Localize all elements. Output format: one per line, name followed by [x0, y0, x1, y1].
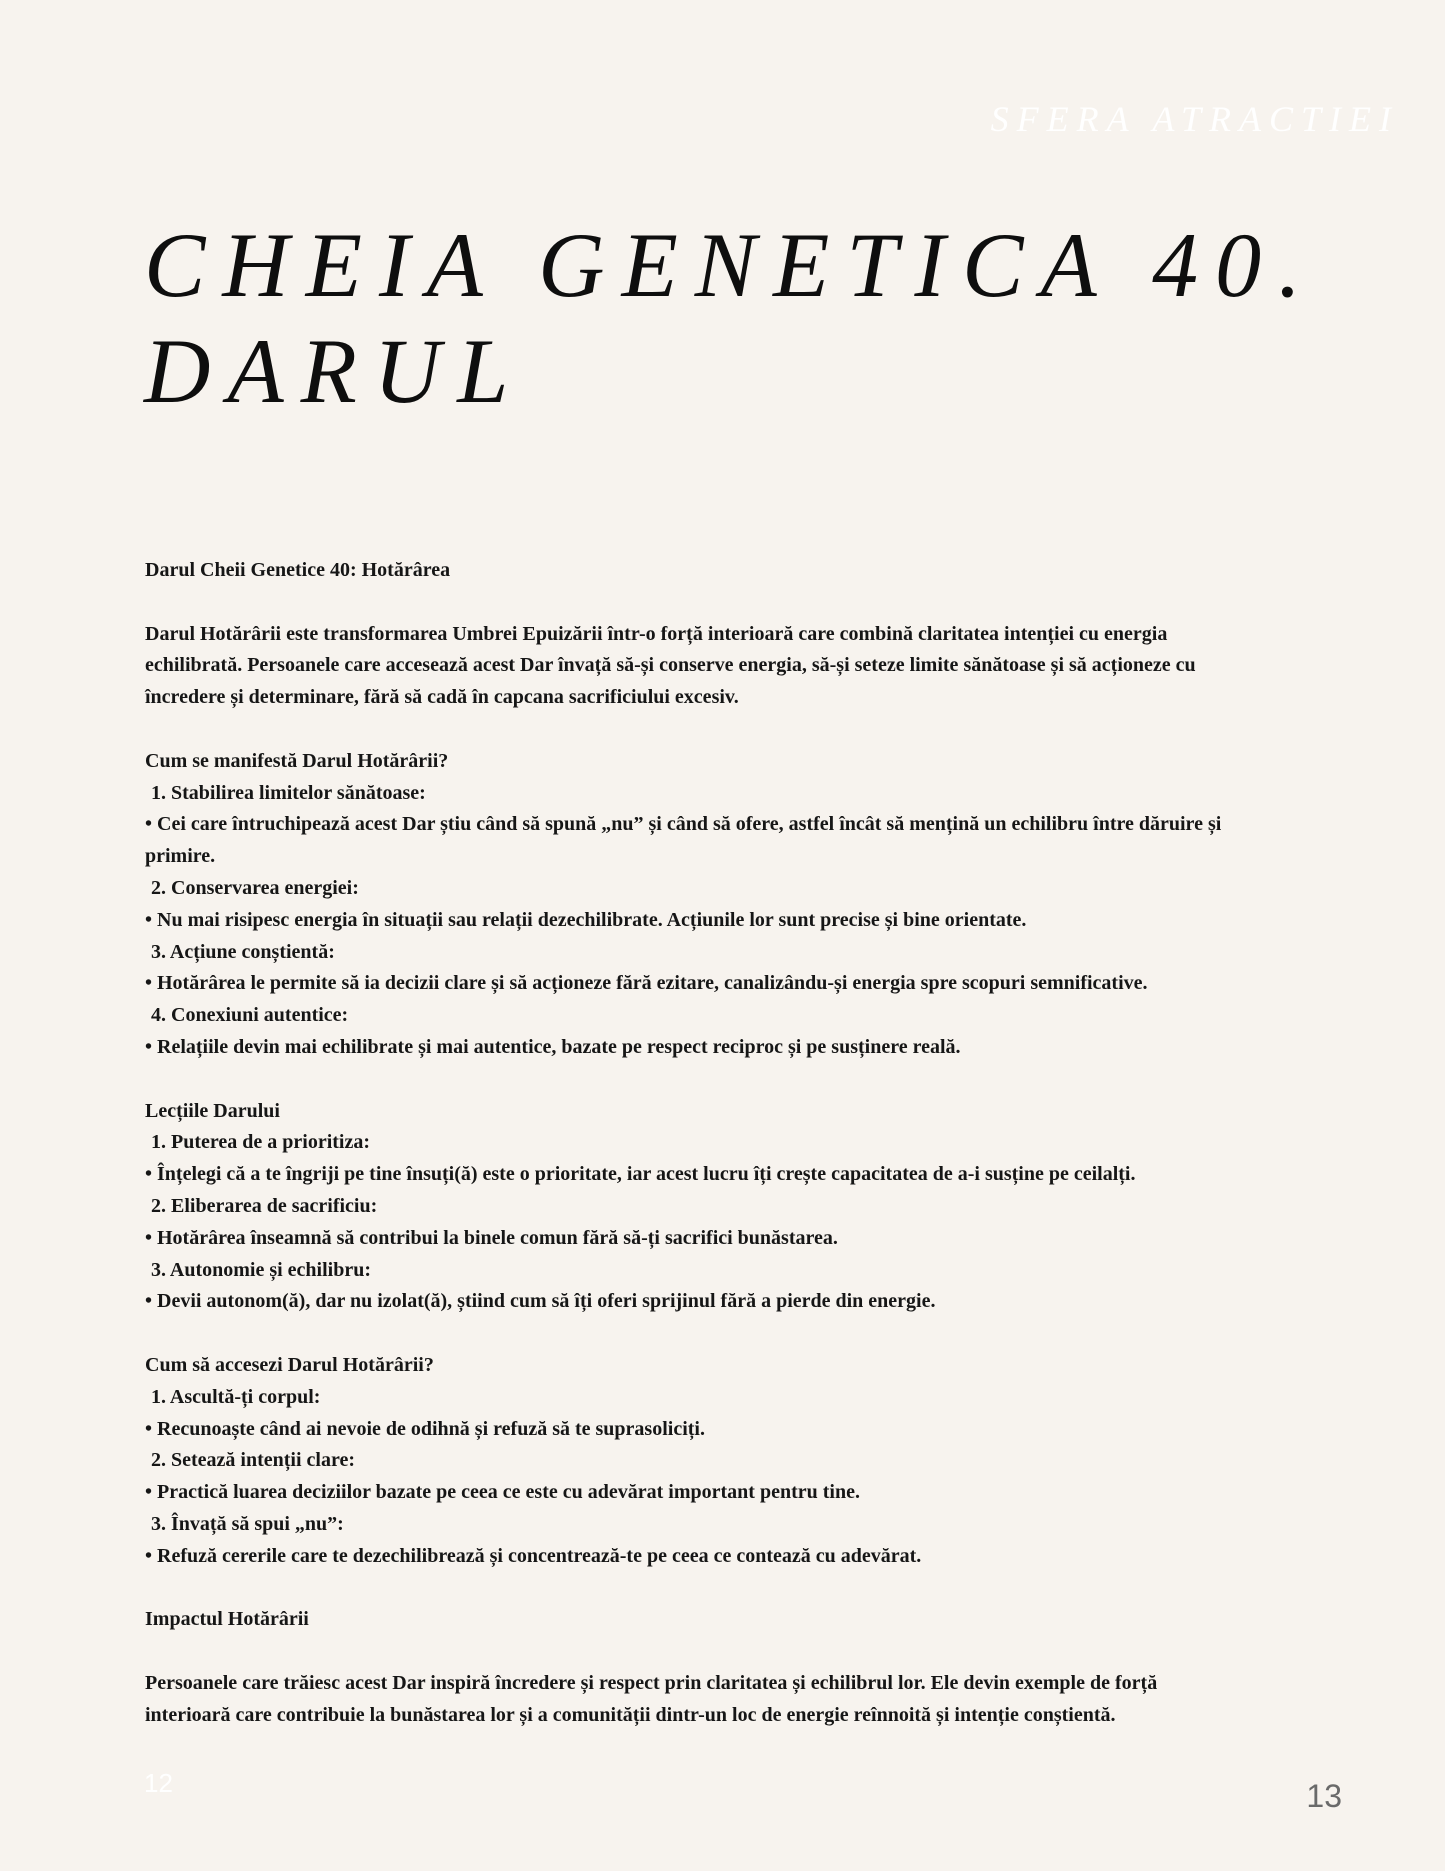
intro-line: încredere și determinare, fără să cadă în capcana sacrificiului excesiv. [145, 686, 739, 709]
manifest-item: • Relațiile devin mai echilibrate și mai autentice, bazate pe respect reciproc și pe susținere reală. [145, 1035, 961, 1058]
impact-heading: Impactul Hotărârii [145, 1608, 309, 1631]
manifest-item: 4. Conexiuni autentice: [151, 1004, 349, 1027]
intro-line: Darul Hotărârii este transformarea Umbrei Epuizării într-o forță interioară care combină claritatea intenției cu energia [145, 622, 1168, 645]
manifest-item: primire. [145, 845, 216, 868]
header-watermark: SFERA ATRACTIEI [990, 99, 1399, 139]
access-item: • Practică luarea deciziilor bazate pe ceea ce este cu adevărat important pentru tine. [145, 1481, 860, 1504]
lessons-item: 3. Autonomie și echilibru: [151, 1258, 372, 1281]
intro-line: echilibrată. Persoanele care accesează acest Dar învață să-și conserve energia, să-și seteze limite sănătoase și să acționeze cu [145, 654, 1196, 677]
manifest-item: • Cei care întruchipează acest Dar știu când să spună „nu” și când să ofere, astfel încât să mențină un echilibru între dăruire și [145, 813, 1222, 836]
lessons-heading: Lecțiile Darului [145, 1099, 280, 1122]
spacer [145, 1573, 1315, 1605]
lessons-item: • Înțelegi că a te îngriji pe tine însuți(ă) este o prioritate, iar acest lucru îți crește capacitatea de a-i susține pe ceilalți. [145, 1163, 1136, 1186]
lessons-item: 1. Puterea de a prioritiza: [151, 1131, 371, 1154]
spacer [145, 714, 1315, 746]
manifest-item: 1. Stabilirea limitelor sănătoase: [151, 781, 426, 804]
manifest-item: 3. Acțiune conștientă: [151, 940, 335, 963]
page-number-left: 12 [144, 1768, 173, 1798]
access-heading: Cum să accesezi Darul Hotărârii? [145, 1353, 434, 1376]
access-item: • Refuză cererile care te dezechilibrează și concentrează-te pe ceea ce contează cu adevărat. [145, 1544, 922, 1567]
body-content [145, 555, 1315, 1731]
spacer [145, 1636, 1315, 1668]
access-item: 2. Setează intenții clare: [151, 1449, 356, 1472]
page-title [144, 212, 1344, 424]
lessons-item: 2. Eliberarea de sacrificiu: [151, 1194, 378, 1217]
manifest-item: 2. Conservarea energiei: [151, 876, 359, 899]
lessons-item: • Hotărârea înseamnă să contribui la binele comun fără să-ți sacrifici bunăstarea. [145, 1226, 838, 1249]
access-item: • Recunoaște când ai nevoie de odihnă și refuză să te suprasoliciți. [145, 1417, 705, 1440]
page-number-right: 13 [1306, 1778, 1342, 1814]
manifest-item: • Nu mai risipesc energia în situații sau relații dezechilibrate. Acțiunile lor sunt precise și bine orientate. [145, 908, 1027, 931]
impact-line: Persoanele care trăiesc acest Dar inspiră încredere și respect prin claritatea și echilibrul lor. Ele devin exemple de forță [145, 1671, 1158, 1694]
manifest-heading: Cum se manifestă Darul Hotărârii? [145, 749, 449, 772]
spacer [145, 1064, 1315, 1096]
intro-heading: Darul Cheii Genetice 40: Hotărârea [145, 559, 451, 581]
manifest-item: • Hotărârea le permite să ia decizii clare și să acționeze fără ezitare, canalizându-și energia spre scopuri semnificative. [145, 972, 1148, 995]
spacer [145, 1318, 1315, 1350]
lessons-item: • Devii autonom(ă), dar nu izolat(ă), știind cum să îți oferi sprijinul fără a pierde din energie. [145, 1290, 936, 1313]
access-item: 1. Ascultă-ți corpul: [151, 1385, 321, 1408]
spacer [145, 587, 1315, 619]
impact-line: interioară care contribuie la bunăstarea lor și a comunității dintr-un loc de energie reînnoită și intenție conștientă. [145, 1703, 1116, 1726]
page-title-line-2: DARUL [144, 320, 526, 422]
page-title-line-1: CHEIA GENETICA 40. [144, 214, 1319, 316]
access-item: 3. Învață să spui „nu”: [151, 1512, 344, 1535]
